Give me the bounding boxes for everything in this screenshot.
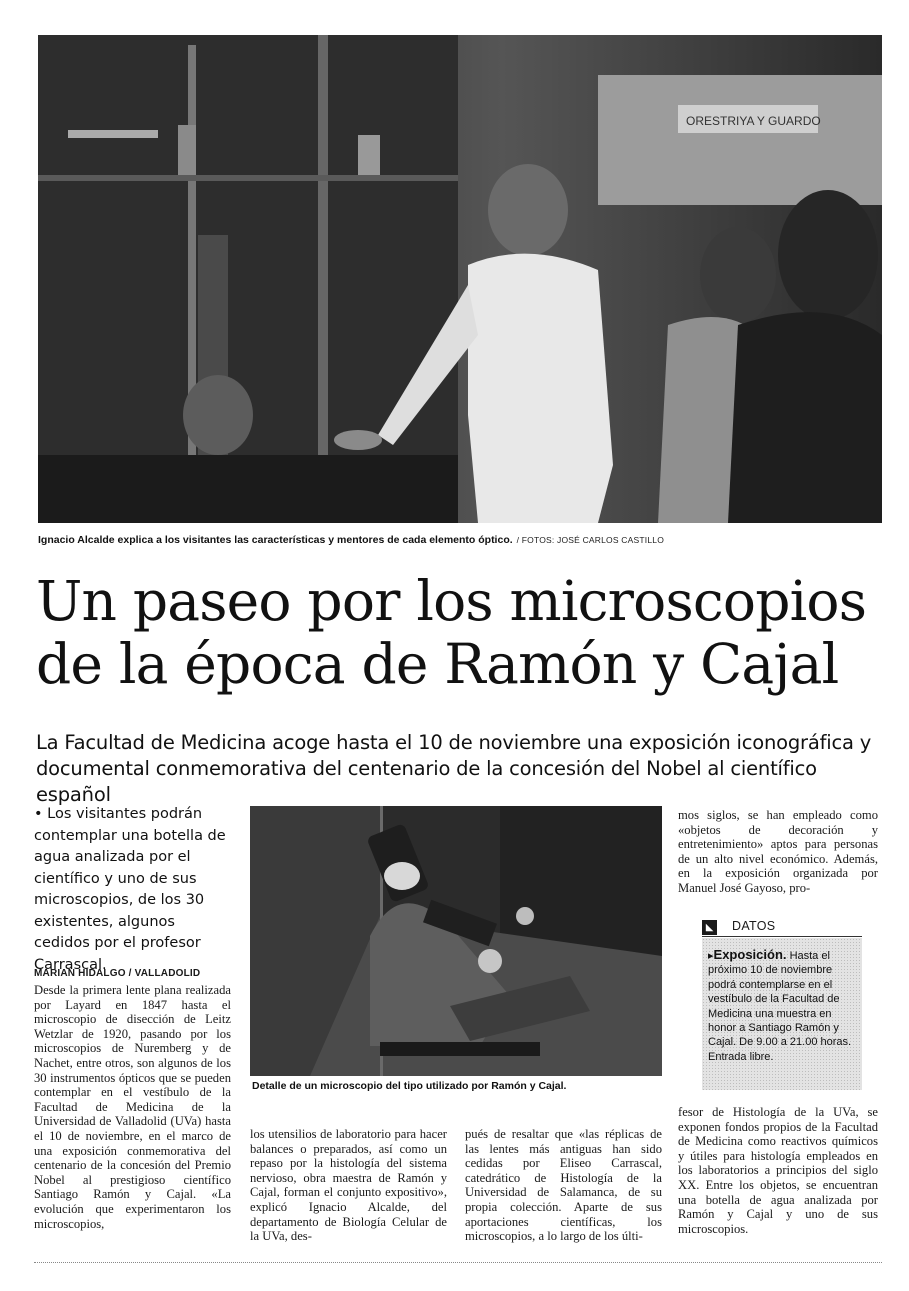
headline-line-2: de la época de Ramón y Cajal (36, 632, 839, 696)
headline-line-1: Un paseo por los microscopios (36, 569, 867, 633)
footer-divider (34, 1262, 882, 1263)
photo-credit: / FOTOS: JOSÉ CARLOS CASTILLO (516, 535, 665, 545)
lead-paragraph: • Los visitantes podrán contemplar una botella de agua analizada por el científico y uno de sus microscopios, de los 30 existentes, algunos cedidos por el profesor Carrascal. (34, 806, 226, 973)
main-photo (38, 35, 882, 523)
subheadline (36, 730, 886, 808)
body-column-4-top: mos siglos, se han empleado como «objetos de decoración y entretenimiento» aptos para personas de un alto nivel económico. Además, en la exposición organizada por Manuel José Gayoso, pro- (678, 808, 878, 895)
microscope-caption: Detalle de un microscopio del tipo utilizado por Ramón y Cajal. (252, 1080, 567, 1092)
datos-header (702, 918, 862, 937)
photo-caption (38, 530, 882, 548)
info-icon: ◣ (702, 920, 717, 935)
datos-text (708, 948, 858, 1064)
body-column-3: pués de resaltar que «las réplicas de las lentes más antiguas han sido cedidas por Eliseo Carrascal, catedrático de Histología de la Universidad de Salamanca, de su propia colección. Aparte de sus aportaciones científicas, los microscopios, a lo largo de los últi- (465, 1127, 662, 1244)
datos-label: Exposición. (713, 947, 787, 962)
datos-body: Hasta el próximo 10 de noviembre podrá contemplarse en el vestíbulo de la Facultad de Medicina una muestra en honor a Santiago Ramón y Cajal. De 9.00 a 21.00 horas. Entrada libre. (708, 950, 852, 1063)
body-column-2: los utensilios de laboratorio para hacer balances o preparados, así como un repaso por la histología del sistema nervioso, obra maestra de Ramón y Cajal, forman el conjunto expositivo», explicó Ignacio Alcalde, del departamento de Biología Celular de la UVa, des- (250, 1127, 447, 1244)
byline: MARIAN HIDALGO / VALLADOLID (34, 968, 201, 979)
headline (36, 570, 886, 696)
arrow-icon: ▸ (708, 950, 714, 962)
body-column-1: Desde la primera lente plana realizada por Layard en 1847 hasta el microscopio de disección de Leitz Wetzlar de 1920, pasando por los microscopios de Nuremberg y de Nachet, entre otros, son algunos de los 30 instrumentos ópticos que se pueden contemplar en el vestíbulo de la Facultad de Medicina de la Universidad de Valladolid (UVa) hasta el 10 de noviembre, en el marco de una exposición conmemorativa del centenario de la concesión del Premio Nobel al prestigioso científico Santiago Ramón y Cajal. «La evolución que experimentaron los microscopios, (34, 983, 231, 1231)
subheadline-line-1: La Facultad de Medicina acoge hasta el 10 de noviembre una exposición iconográfica y (36, 731, 872, 754)
subheadline-line-2: documental conmemorativa del centenario de la concesión del Nobel al científico español (36, 757, 817, 806)
sign-text: ORESTRIYA Y GUARDO (686, 114, 821, 128)
photo-caption-text: Ignacio Alcalde explica a los visitantes las características y mentores de cada elemento óptico. (38, 534, 513, 546)
datos-title: DATOS (732, 919, 776, 933)
microscope-photo (250, 806, 662, 1076)
body-column-4-bottom: fesor de Histología de la UVa, se exponen fondos propios de la Facultad de Medicina como reactivos químicos y útiles para histología empleados en los laboratorios a principios del siglo XX. Entre los objetos, se encuentran una botella de agua analizada por Ramón y Cajal y uno de sus microscopios. (678, 1105, 878, 1236)
